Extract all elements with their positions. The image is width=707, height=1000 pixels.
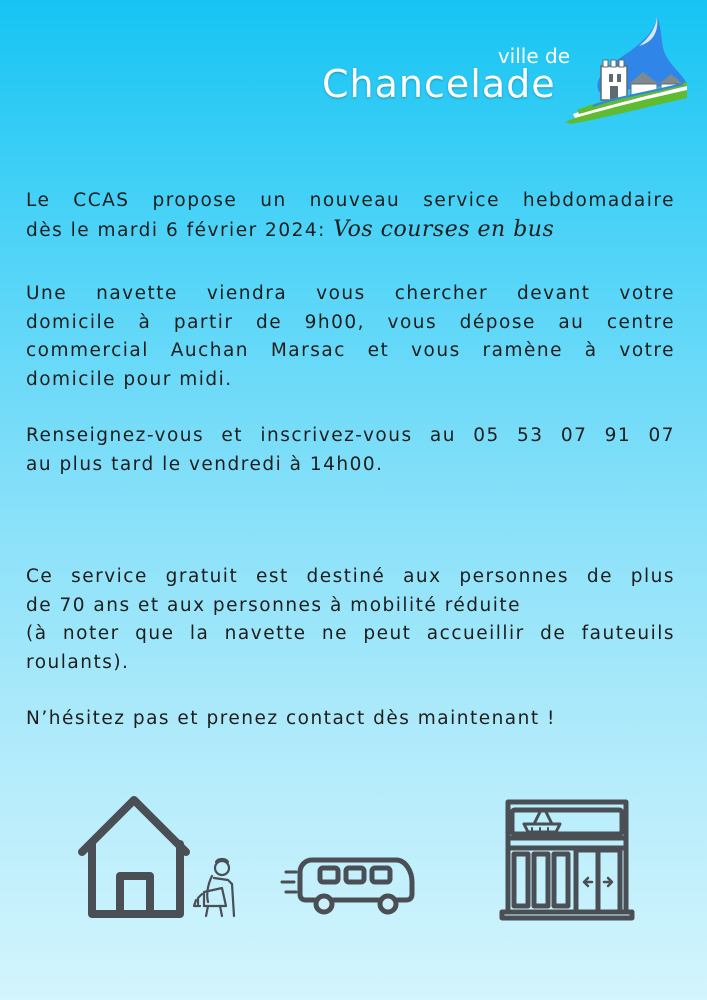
intro-date: dès le mardi 6 février 2024: bbox=[26, 219, 326, 241]
eligibility-line: Ce service gratuit est destiné aux personnes de plus bbox=[26, 566, 675, 587]
contact-line: Renseignez-vous et inscrivez-vous au 05 53 07 91 07 bbox=[26, 425, 675, 446]
bus-icon bbox=[282, 860, 412, 912]
shuttle-line: commercial Auchan Marsac et vous ramène à votre bbox=[26, 340, 675, 361]
eligibility-paragraph bbox=[26, 563, 675, 677]
shuttle-paragraph bbox=[26, 280, 675, 394]
logo-small-text: ville de bbox=[497, 44, 570, 68]
contact-paragraph bbox=[26, 422, 675, 479]
elderly-person-icon bbox=[194, 859, 234, 916]
shuttle-line: domicile pour midi. bbox=[26, 368, 233, 390]
eligibility-line: (à noter que la navette ne peut accueillir de fauteuils bbox=[26, 623, 675, 644]
eligibility-line: roulants). bbox=[26, 651, 130, 673]
intro-line-1: Le CCAS propose un nouveau service hebdomadaire bbox=[26, 190, 675, 211]
house-icon bbox=[82, 800, 186, 914]
closing-line: N’hésitez pas et prenez contact dès maintenant ! bbox=[26, 708, 556, 729]
icons-row bbox=[0, 780, 707, 940]
store-icon bbox=[502, 802, 632, 918]
contact-line: au plus tard le vendredi à 14h00. bbox=[26, 453, 384, 475]
intro-line-2 bbox=[26, 216, 675, 246]
chancelade-logo-icon bbox=[563, 14, 693, 126]
logo bbox=[0, 0, 707, 140]
service-title: Vos courses en bus bbox=[333, 216, 555, 242]
shuttle-line: domicile à partir de 9h00, vous dépose au centre bbox=[26, 311, 675, 333]
eligibility-line: de 70 ans et aux personnes à mobilité réduite bbox=[26, 594, 522, 616]
intro-paragraph bbox=[26, 187, 675, 245]
shuttle-line: Une navette viendra vous chercher devant votre bbox=[26, 283, 675, 304]
logo-title: Chancelade bbox=[322, 62, 556, 106]
